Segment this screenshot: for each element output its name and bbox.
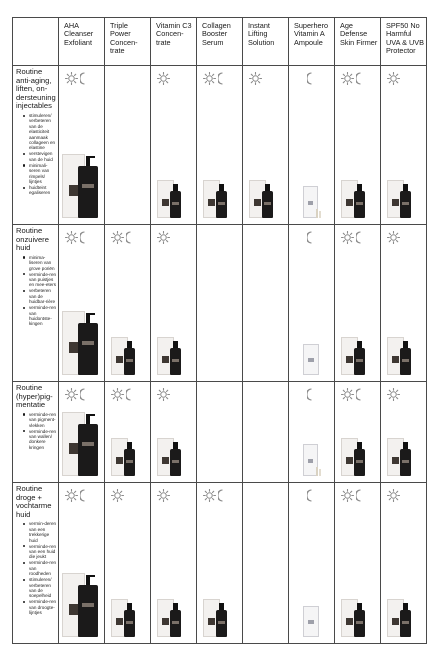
product-image xyxy=(151,557,196,637)
product-bottle xyxy=(216,610,227,637)
product-image xyxy=(105,557,150,637)
box-label xyxy=(308,459,314,463)
product-bottle xyxy=(78,585,98,637)
routine-cell xyxy=(289,483,335,644)
routine-cell xyxy=(105,382,151,483)
sun-icon xyxy=(111,489,124,502)
product-image xyxy=(335,557,380,637)
column-header xyxy=(105,18,151,66)
time-of-day-icons xyxy=(307,230,319,244)
product-bottle xyxy=(170,449,181,476)
product-bottle xyxy=(170,348,181,375)
moon-icon xyxy=(307,72,317,85)
bottle-dropper xyxy=(403,341,408,348)
box-label xyxy=(346,199,353,206)
bottle-label xyxy=(126,621,132,624)
benefit-item: verbeteren van de huidbar-rière xyxy=(23,288,57,304)
time-of-day-icons xyxy=(157,488,172,502)
routine-cell xyxy=(243,225,289,382)
sun-icon xyxy=(341,489,354,502)
routine-row xyxy=(13,382,427,483)
moon-icon xyxy=(356,72,366,85)
column-header-label: Vitamin C3 Concen-trate xyxy=(156,21,192,47)
box-label xyxy=(392,356,399,363)
moon-icon xyxy=(126,231,136,244)
bottle-label xyxy=(264,202,270,205)
bottle-label xyxy=(402,202,408,205)
bottle-nozzle xyxy=(86,575,95,577)
column-header xyxy=(197,18,243,66)
product-image xyxy=(197,138,242,218)
sun-icon xyxy=(65,72,78,85)
box-label xyxy=(116,457,123,464)
benefit-list xyxy=(16,255,57,327)
column-header xyxy=(243,18,289,66)
benefit-item: verstevigen van de huid xyxy=(23,151,57,162)
sun-icon xyxy=(157,72,170,85)
product-image xyxy=(151,295,196,375)
benefit-item: vermin-deren van een trekkerige huid xyxy=(23,521,57,543)
moon-icon xyxy=(218,72,228,85)
benefit-item: minimali-seren van rimpels/ lijntjes xyxy=(23,163,57,185)
routine-cell xyxy=(105,66,151,225)
box-label xyxy=(392,199,399,206)
routine-cell xyxy=(59,225,105,382)
box-label xyxy=(116,618,123,625)
benefit-item: stimuleren/ verbeteren van de soepelheid xyxy=(23,577,57,599)
product-image xyxy=(381,396,426,476)
product-bottle xyxy=(400,610,411,637)
bottle-dropper xyxy=(403,442,408,449)
bottle-label xyxy=(356,359,362,362)
routine-title: Routine anti-aging, liften, on-dersteuning injectables xyxy=(16,67,56,111)
product-bottle xyxy=(400,449,411,476)
product-image xyxy=(289,138,334,218)
routine-cell xyxy=(197,483,243,644)
box-label xyxy=(162,199,169,206)
bottle-nozzle xyxy=(86,313,95,315)
box-label xyxy=(392,618,399,625)
product-bottle xyxy=(78,323,98,375)
routine-cell xyxy=(381,382,427,483)
product-image xyxy=(335,138,380,218)
column-header xyxy=(335,18,381,66)
column-header-label: Collagen Booster Serum xyxy=(202,21,231,47)
benefit-item: minima-liseren van grove poriën xyxy=(23,255,57,271)
product-bottle xyxy=(354,610,365,637)
product-image xyxy=(197,557,242,637)
routine-cell xyxy=(243,382,289,483)
routine-cell xyxy=(197,66,243,225)
product-image xyxy=(335,295,380,375)
sun-icon xyxy=(387,72,400,85)
bottle-label xyxy=(172,460,178,463)
product-bottle xyxy=(124,449,135,476)
benefit-item: verminde-ren van roodheden xyxy=(23,560,57,576)
bottle-label xyxy=(218,621,224,624)
product-bottle xyxy=(216,191,227,218)
time-of-day-icons xyxy=(341,230,368,244)
routine-cell xyxy=(289,225,335,382)
moon-icon xyxy=(307,489,317,502)
bottle-label xyxy=(172,359,178,362)
time-of-day-icons xyxy=(157,71,172,85)
time-of-day-icons xyxy=(387,488,402,502)
product-image xyxy=(151,396,196,476)
routine-cell xyxy=(105,225,151,382)
box-label xyxy=(69,185,78,196)
bottle-label xyxy=(172,621,178,624)
routine-cell xyxy=(335,483,381,644)
product-image xyxy=(289,295,334,375)
time-of-day-icons xyxy=(65,488,92,502)
sun-icon xyxy=(387,489,400,502)
product-image xyxy=(289,557,334,637)
time-of-day-icons xyxy=(203,488,230,502)
sun-icon xyxy=(65,489,78,502)
bottle-label xyxy=(218,202,224,205)
sun-icon xyxy=(157,489,170,502)
bottle-dropper xyxy=(357,603,362,610)
product-bottle xyxy=(170,191,181,218)
header-row xyxy=(13,18,427,66)
time-of-day-icons xyxy=(307,71,319,85)
product-image xyxy=(289,396,334,476)
sun-icon xyxy=(341,231,354,244)
product-image xyxy=(381,138,426,218)
box-label xyxy=(69,443,78,454)
column-header-label: Age Defense Skin Firmer xyxy=(340,21,378,47)
bottle-label xyxy=(402,460,408,463)
bottle-dropper xyxy=(173,603,178,610)
bottle-dropper xyxy=(403,603,408,610)
routine-grid xyxy=(12,17,427,644)
column-header-label: SPF50 No Harmful UVA & UVB Protector xyxy=(386,21,424,56)
bottle-dropper xyxy=(127,603,132,610)
sun-icon xyxy=(111,231,124,244)
product-image xyxy=(59,557,104,637)
ampoule-vial xyxy=(319,211,321,218)
product-bottle xyxy=(354,191,365,218)
column-header xyxy=(381,18,427,66)
time-of-day-icons xyxy=(157,230,172,244)
product-bottle xyxy=(78,166,98,218)
bottle-dropper xyxy=(357,442,362,449)
bottle-dropper xyxy=(219,603,224,610)
benefit-item: huidteint egaliseren xyxy=(23,185,57,196)
box-label xyxy=(162,457,169,464)
box-label xyxy=(208,199,215,206)
routine-label-cell xyxy=(13,66,59,225)
product-image xyxy=(59,138,104,218)
time-of-day-icons xyxy=(111,488,126,502)
column-header xyxy=(59,18,105,66)
sun-icon xyxy=(341,72,354,85)
product-image xyxy=(105,295,150,375)
sun-icon xyxy=(203,72,216,85)
moon-icon xyxy=(218,489,228,502)
moon-icon xyxy=(307,231,317,244)
time-of-day-icons xyxy=(341,71,368,85)
box-label xyxy=(69,604,78,615)
ampoule-vial xyxy=(319,469,321,476)
bottle-dropper xyxy=(173,442,178,449)
product-bottle xyxy=(354,449,365,476)
product-image xyxy=(381,557,426,637)
time-of-day-icons xyxy=(111,230,138,244)
moon-icon xyxy=(80,489,90,502)
bottle-dropper xyxy=(173,184,178,191)
time-of-day-icons xyxy=(203,71,230,85)
time-of-day-icons xyxy=(307,488,319,502)
routine-cell xyxy=(151,483,197,644)
routine-cell xyxy=(381,483,427,644)
sun-icon xyxy=(65,231,78,244)
bottle-label xyxy=(172,202,178,205)
time-of-day-icons xyxy=(249,71,264,85)
bottle-dropper xyxy=(219,184,224,191)
bottle-label xyxy=(356,202,362,205)
moon-icon xyxy=(356,489,366,502)
benefit-list xyxy=(16,521,57,615)
box-label xyxy=(346,457,353,464)
routine-cell xyxy=(335,66,381,225)
column-header xyxy=(289,18,335,66)
moon-icon xyxy=(356,231,366,244)
time-of-day-icons xyxy=(387,71,402,85)
routine-title: Routine droge + vochtarme huid xyxy=(16,484,52,519)
benefit-item: verminde-ren van een huid die jeukt xyxy=(23,544,57,560)
column-header xyxy=(151,18,197,66)
bottle-label xyxy=(126,359,132,362)
column-header-label: Superhero Vitamin A Ampoule xyxy=(294,21,329,47)
routine-cell xyxy=(151,382,197,483)
column-header-label: Triple Power Concen-trate xyxy=(110,21,138,56)
bottle-dropper xyxy=(127,442,132,449)
benefit-item: verminde-ren van pigment-vlekken xyxy=(23,412,57,428)
benefit-item: verminde-ren van huidontste-kingen xyxy=(23,305,57,327)
benefit-list xyxy=(16,113,57,196)
routine-cell xyxy=(335,382,381,483)
bottle-dropper xyxy=(357,341,362,348)
product-bottle xyxy=(124,610,135,637)
product-bottle xyxy=(400,348,411,375)
bottle-label xyxy=(126,460,132,463)
bottle-dropper xyxy=(265,184,270,191)
bottle-label xyxy=(82,184,93,188)
product-image xyxy=(243,138,288,218)
bottle-dropper xyxy=(357,184,362,191)
product-bottle xyxy=(400,191,411,218)
box-label xyxy=(346,356,353,363)
ampoule-vial xyxy=(316,209,318,218)
sun-icon xyxy=(157,231,170,244)
bottle-dropper xyxy=(403,184,408,191)
product-image xyxy=(59,295,104,375)
routine-cell xyxy=(59,66,105,225)
bottle-label xyxy=(82,341,93,345)
routine-label-cell xyxy=(13,382,59,483)
routine-cell xyxy=(197,382,243,483)
bottle-label xyxy=(82,603,93,607)
ampoule-box xyxy=(303,344,319,375)
routine-row xyxy=(13,483,427,644)
routine-label-cell xyxy=(13,225,59,382)
product-bottle xyxy=(170,610,181,637)
routine-cell xyxy=(243,66,289,225)
routine-cell xyxy=(381,225,427,382)
box-label xyxy=(392,457,399,464)
product-bottle xyxy=(262,191,273,218)
product-image xyxy=(335,396,380,476)
product-image xyxy=(151,138,196,218)
routine-cell xyxy=(335,225,381,382)
product-image xyxy=(105,396,150,476)
box-label xyxy=(162,356,169,363)
box-label xyxy=(346,618,353,625)
routine-cell xyxy=(59,483,105,644)
time-of-day-icons xyxy=(65,230,92,244)
time-of-day-icons xyxy=(341,488,368,502)
benefit-item: stimuleren/ verbeteren van de elasticiteit aanmaak collageen en elastine xyxy=(23,113,57,151)
bottle-label xyxy=(82,442,93,446)
routine-row xyxy=(13,66,427,225)
ampoule-vial xyxy=(316,467,318,476)
benefit-item: verminde-ren van puistjes en mee-eters xyxy=(23,272,57,288)
bottle-dropper xyxy=(127,341,132,348)
bottle-label xyxy=(402,359,408,362)
bottle-label xyxy=(356,621,362,624)
moon-icon xyxy=(80,231,90,244)
box-label xyxy=(308,201,314,205)
product-bottle xyxy=(354,348,365,375)
routine-row xyxy=(13,225,427,382)
benefit-item: verminde-ren van droogte-lijntjes xyxy=(23,599,57,615)
time-of-day-icons xyxy=(387,230,402,244)
routine-cell xyxy=(151,66,197,225)
column-header-label: AHA Cleanser Exfoliant xyxy=(64,21,94,47)
product-bottle xyxy=(78,424,98,476)
box-label xyxy=(208,618,215,625)
box-label xyxy=(162,618,169,625)
box-label xyxy=(116,356,123,363)
routine-cell xyxy=(151,225,197,382)
corner-cell xyxy=(13,18,59,66)
box-label xyxy=(254,199,261,206)
ampoule-box xyxy=(303,606,319,637)
sun-icon xyxy=(387,231,400,244)
bottle-nozzle xyxy=(86,414,95,416)
bottle-nozzle xyxy=(86,156,95,158)
column-header-label: Instant Lifting Solution xyxy=(248,21,275,47)
routine-cell xyxy=(59,382,105,483)
sun-icon xyxy=(249,72,262,85)
box-label xyxy=(308,358,314,362)
routine-label-cell xyxy=(13,483,59,644)
routine-cell xyxy=(381,66,427,225)
bottle-label xyxy=(402,621,408,624)
routine-cell xyxy=(289,382,335,483)
bottle-label xyxy=(356,460,362,463)
product-image xyxy=(381,295,426,375)
routine-cell xyxy=(243,483,289,644)
benefit-item: verminde-ren van wallen/ donkere kringen xyxy=(23,429,57,451)
routine-cell xyxy=(289,66,335,225)
product-image xyxy=(59,396,104,476)
box-label xyxy=(69,342,78,353)
routine-cell xyxy=(105,483,151,644)
time-of-day-icons xyxy=(65,71,92,85)
bottle-dropper xyxy=(173,341,178,348)
sun-icon xyxy=(203,489,216,502)
moon-icon xyxy=(80,72,90,85)
product-bottle xyxy=(124,348,135,375)
routine-title: Routine (hyper)pig-mentatie xyxy=(16,383,53,410)
routine-title: Routine onzuivere huid xyxy=(16,226,49,253)
routine-cell xyxy=(197,225,243,382)
benefit-list xyxy=(16,412,57,450)
box-label xyxy=(308,620,314,624)
